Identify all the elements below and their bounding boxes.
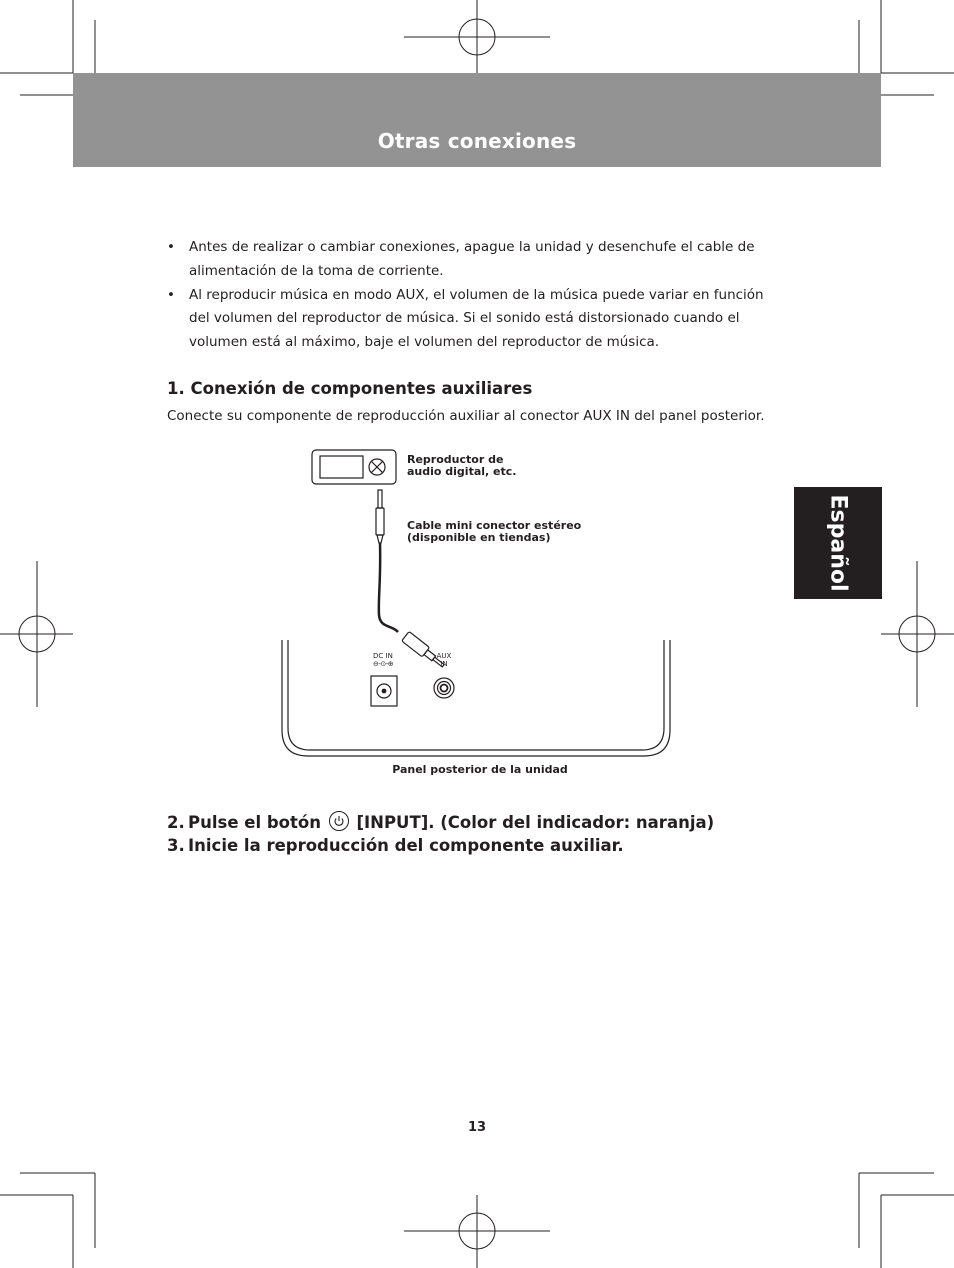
audio-player-screen [320,456,363,478]
diagram-drawing [270,440,690,790]
cable [379,543,398,632]
unit-panel [282,640,670,756]
page-title: Otras conexiones [377,129,577,153]
step-3: 3. Inicie la reproducción del componente auxiliar. [167,836,624,855]
list-item [167,284,787,355]
connection-diagram [270,440,690,790]
page-number: 13 [467,1120,487,1135]
player-label: Reproductor de audio digital, etc. [407,453,517,478]
language-tab [794,487,882,599]
language-tab-label: Español [825,494,851,592]
power-icon [329,811,349,831]
aux-in-label: AUX IN [436,652,452,668]
notes-list [167,236,787,355]
bullet-text: Al reproducir música en modo AUX, el volumen de la música puede variar en función del volumen del reproductor de música. Si el sonido está distorsionado cuando el volumen está al máximo, baje el volumen del reproductor de música. [189,286,764,351]
bullet-mark: • [167,286,175,303]
audio-player-body [312,450,396,484]
header-band [73,73,881,167]
section-intro: Conecte su componente de reproducción auxiliar al conector AUX IN del panel posterior. [167,408,765,424]
plug-top [378,490,382,508]
cable-label: Cable mini conector estéreo (disponible en tiendas) [407,519,582,544]
bullet-text: Antes de realizar o cambiar conexiones, apague la unidad y desenchufe el cable de alimentación de la toma de corriente. [189,239,755,279]
panel-label: Panel posterior de la unidad [392,763,568,776]
bullet-mark: • [167,239,175,255]
section-heading: 1. Conexión de componentes auxiliares [167,379,533,398]
list-item [167,236,787,284]
dc-in-label: DC IN ⊖-⊙-⊕ [373,652,394,668]
step-2: 2. Pulse el botón [INPUT]. (Color del indicador: naranja) [167,813,715,832]
